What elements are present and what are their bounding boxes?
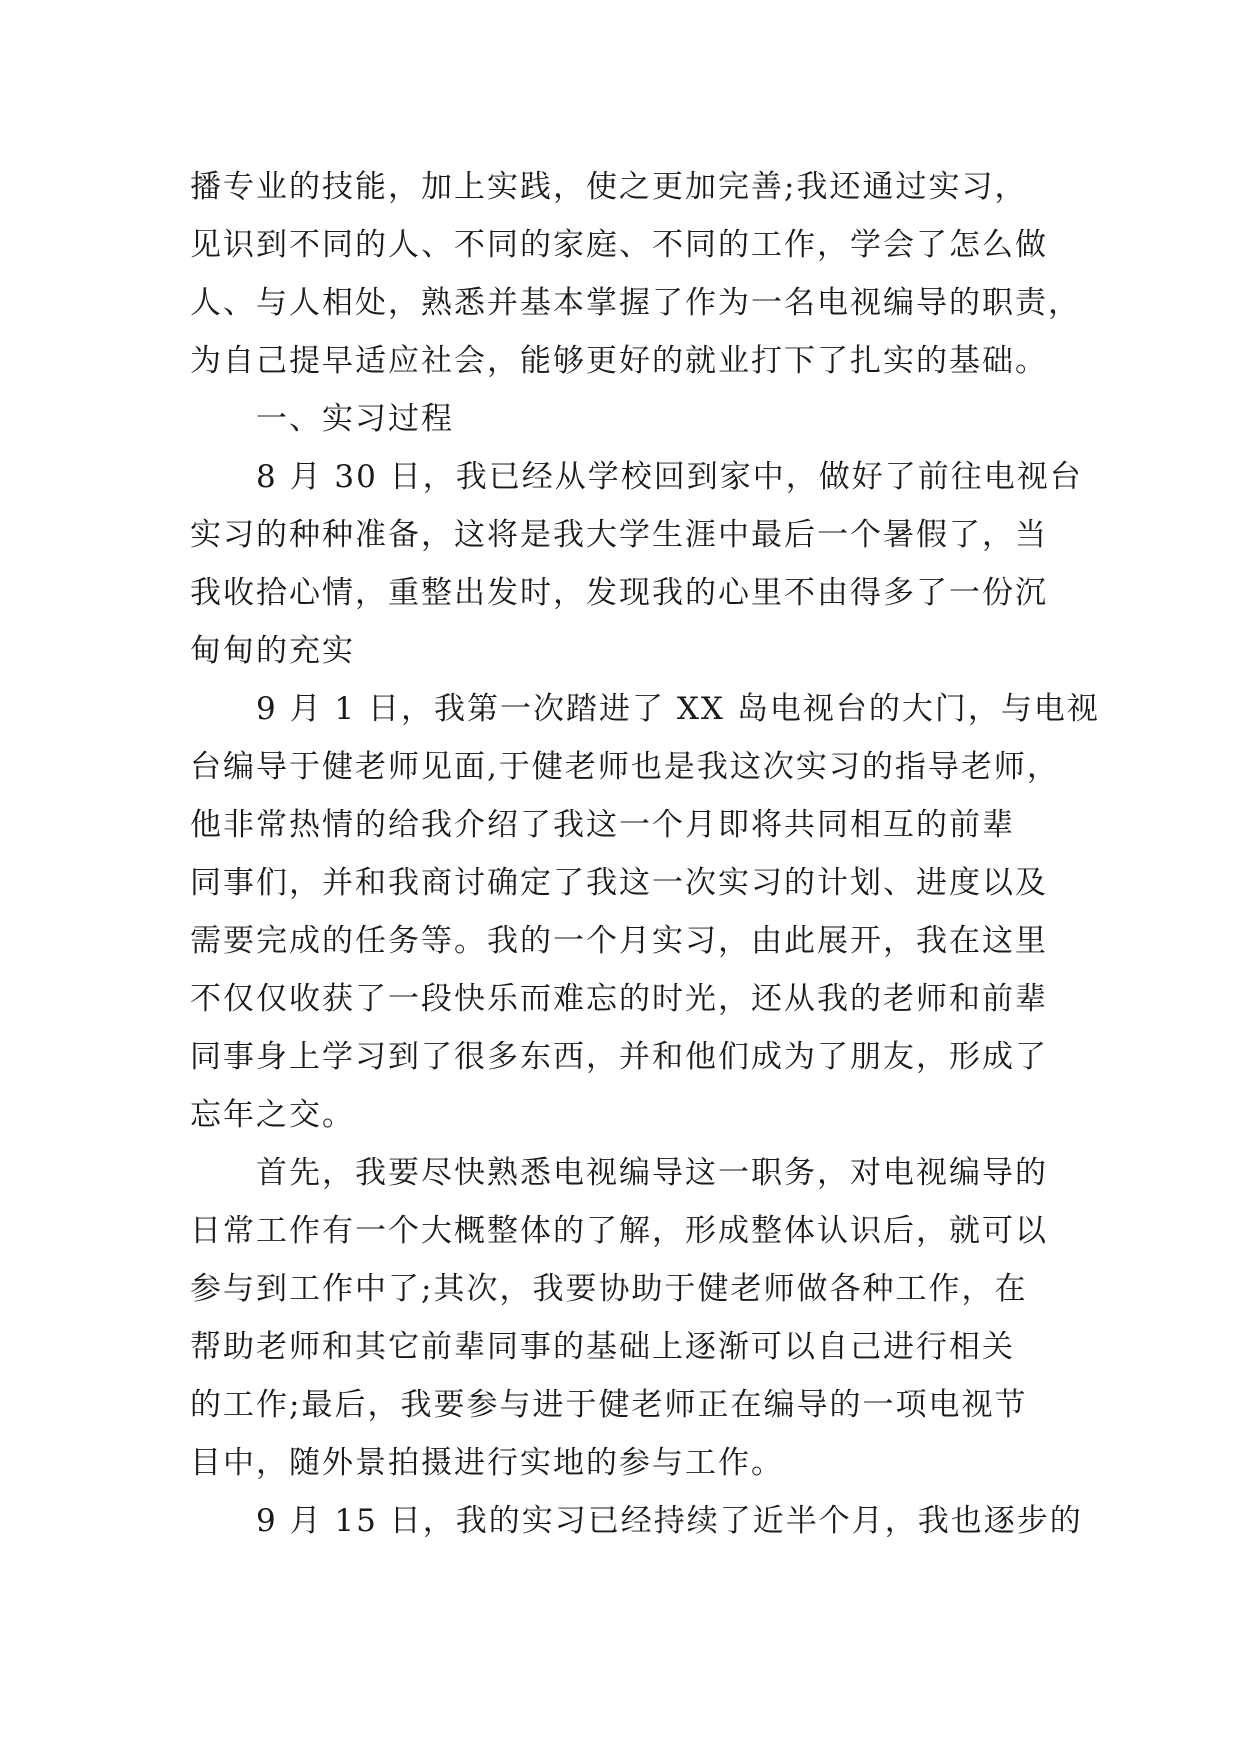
text-line: 甸甸的充实 — [190, 633, 355, 669]
text-line: 日常工作有一个大概整体的了解，形成整体认识后，就可以 — [190, 1213, 1048, 1249]
text-line: 9 月 1 日，我第一次踏进了 XX 岛电视台的大门，与电视 — [256, 691, 1100, 727]
text-line: 为自己提早适应社会，能够更好的就业打下了扎实的基础。 — [190, 343, 1048, 379]
text-line: 目中，随外景拍摄进行实地的参与工作。 — [190, 1445, 784, 1481]
text-line: 9 月 15 日，我的实习已经持续了近半个月，我也逐步的 — [256, 1503, 1083, 1539]
text-line: 他非常热情的给我介绍了我这一个月即将共同相互的前辈 — [190, 807, 1015, 843]
text-line: 实习的种种准备，这将是我大学生涯中最后一个暑假了，当 — [190, 517, 1048, 553]
text-line: 参与到工作中了;其次，我要协助于健老师做各种工作，在 — [190, 1271, 1028, 1307]
text-line: 帮助老师和其它前辈同事的基础上逐渐可以自己进行相关 — [190, 1329, 1015, 1365]
text-line: 8 月 30 日，我已经从学校回到家中，做好了前往电视台 — [256, 459, 1083, 495]
text-line: 同事身上学习到了很多东西，并和他们成为了朋友，形成了 — [190, 1039, 1048, 1075]
text-line: 播专业的技能，加上实践，使之更加完善;我还通过实习， — [190, 169, 1028, 205]
text-line: 不仅仅收获了一段快乐而难忘的时光，还从我的老师和前辈 — [190, 981, 1048, 1017]
text-line: 见识到不同的人、不同的家庭、不同的工作，学会了怎么做 — [190, 227, 1048, 263]
text-line: 我收拾心情，重整出发时，发现我的心里不由得多了一份沉 — [190, 575, 1048, 611]
text-line: 需要完成的任务等。我的一个月实习，由此展开，我在这里 — [190, 923, 1048, 959]
text-line: 首先，我要尽快熟悉电视编导这一职务，对电视编导的 — [256, 1155, 1048, 1191]
text-line: 一、实习过程 — [256, 401, 454, 437]
document-body — [190, 158, 1100, 1550]
text-line: 人、与人相处，熟悉并基本掌握了作为一名电视编导的职责， — [190, 285, 1081, 321]
text-line: 台编导于健老师见面,于健老师也是我这次实习的指导老师， — [190, 749, 1060, 785]
text-line: 同事们，并和我商讨确定了我这一次实习的计划、进度以及 — [190, 865, 1048, 901]
text-line: 忘年之交。 — [190, 1097, 355, 1133]
text-line: 的工作;最后，我要参与进于健老师正在编导的一项电视节 — [190, 1387, 1028, 1423]
